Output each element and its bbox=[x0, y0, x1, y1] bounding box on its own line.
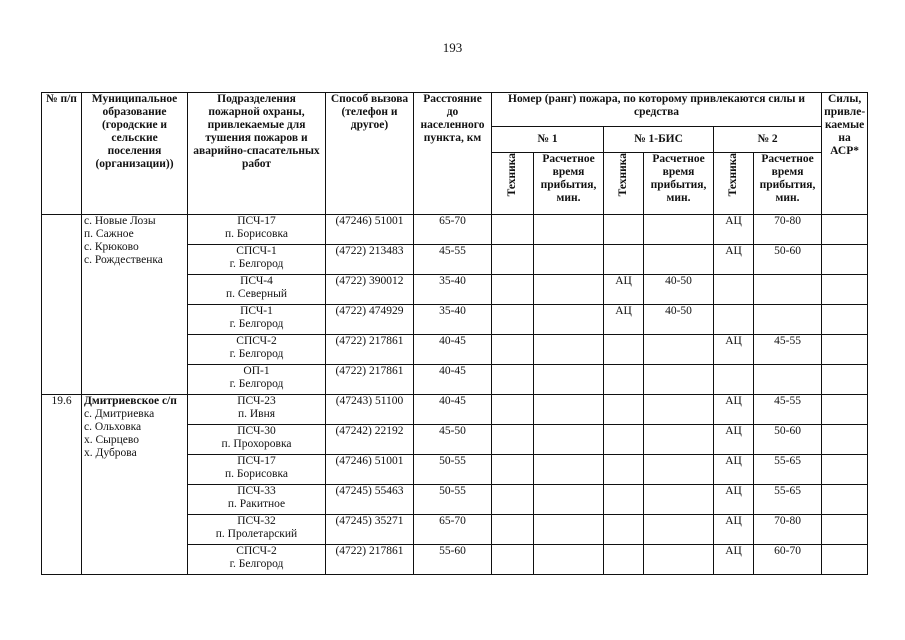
tech-rank-2-cell: АЦ bbox=[714, 335, 754, 365]
tech-rank-2-cell: АЦ bbox=[714, 515, 754, 545]
eta-rank-1bis-cell bbox=[644, 455, 714, 485]
unit-name: ПСЧ-4 bbox=[240, 275, 273, 287]
header-rank-1: № 1 bbox=[492, 127, 604, 153]
unit-name: ОП-1 bbox=[243, 365, 270, 377]
distance-cell: 50-55 bbox=[414, 455, 492, 485]
header-tech-label: Техника bbox=[727, 153, 739, 197]
unit-location: г. Белгород bbox=[229, 318, 284, 330]
phone-cell: (4722) 217861 bbox=[326, 365, 414, 395]
asr-cell bbox=[822, 305, 868, 335]
unit-name: ПСЧ-32 bbox=[237, 515, 276, 527]
tech-rank-1-cell bbox=[492, 515, 534, 545]
row-number bbox=[42, 215, 82, 395]
asr-cell bbox=[822, 395, 868, 425]
unit-cell bbox=[188, 395, 326, 425]
asr-cell bbox=[822, 545, 868, 575]
asr-cell bbox=[822, 455, 868, 485]
tech-rank-1bis-cell bbox=[604, 335, 644, 365]
asr-cell bbox=[822, 515, 868, 545]
unit-location: п. Пролетарский bbox=[215, 528, 298, 540]
phone-cell: (47245) 55463 bbox=[326, 485, 414, 515]
unit-cell bbox=[188, 365, 326, 395]
fire-forces-table bbox=[41, 92, 868, 575]
header-num: № п/п bbox=[42, 93, 82, 215]
phone-cell: (4722) 213483 bbox=[326, 245, 414, 275]
eta-rank-2-cell: 60-70 bbox=[754, 545, 822, 575]
municipality-cell bbox=[82, 395, 188, 575]
eta-rank-2-cell bbox=[754, 275, 822, 305]
page-number: 193 bbox=[442, 40, 463, 55]
tech-rank-1bis-cell bbox=[604, 545, 644, 575]
unit-cell bbox=[188, 425, 326, 455]
unit-cell bbox=[188, 545, 326, 575]
eta-rank-1bis-cell bbox=[644, 425, 714, 455]
unit-name: СПСЧ-2 bbox=[236, 545, 277, 557]
eta-rank-2-cell bbox=[754, 365, 822, 395]
header-eta-rank-1bis: Расчетное время прибытия, мин. bbox=[644, 153, 714, 215]
tech-rank-1-cell bbox=[492, 275, 534, 305]
eta-rank-1-cell bbox=[534, 335, 604, 365]
eta-rank-2-cell: 70-80 bbox=[754, 215, 822, 245]
unit-name: ПСЧ-1 bbox=[240, 305, 273, 317]
tech-rank-1-cell bbox=[492, 215, 534, 245]
settlement-name: с. Новые Лозы bbox=[84, 215, 156, 227]
settlement-name: с. Рождественка bbox=[84, 254, 163, 266]
eta-rank-1-cell bbox=[534, 245, 604, 275]
unit-cell bbox=[188, 455, 326, 485]
unit-location: п. Ракитное bbox=[227, 498, 286, 510]
tech-rank-1bis-cell: АЦ bbox=[604, 305, 644, 335]
distance-cell: 65-70 bbox=[414, 515, 492, 545]
tech-rank-1-cell bbox=[492, 545, 534, 575]
tech-rank-2-cell: АЦ bbox=[714, 245, 754, 275]
tech-rank-1bis-cell bbox=[604, 365, 644, 395]
header-rank-group: Номер (ранг) пожара, по которому привлекаются силы и средства bbox=[492, 93, 822, 127]
settlement-name: с. Ольховка bbox=[84, 421, 142, 433]
distance-cell: 45-55 bbox=[414, 245, 492, 275]
tech-rank-1bis-cell bbox=[604, 485, 644, 515]
unit-name: ПСЧ-17 bbox=[237, 455, 276, 467]
tech-rank-1-cell bbox=[492, 245, 534, 275]
tech-rank-1-cell bbox=[492, 425, 534, 455]
header-units: Подразделения пожарной охраны, привлекаемые для тушения пожаров и аварийно-спасательных работ bbox=[188, 93, 326, 215]
unit-name: СПСЧ-1 bbox=[236, 245, 277, 257]
asr-cell bbox=[822, 365, 868, 395]
phone-cell: (4722) 217861 bbox=[326, 545, 414, 575]
eta-rank-2-cell: 50-60 bbox=[754, 245, 822, 275]
eta-rank-2-cell: 45-55 bbox=[754, 395, 822, 425]
table-header bbox=[42, 93, 868, 215]
eta-rank-1-cell bbox=[534, 365, 604, 395]
eta-rank-1bis-cell: 40-50 bbox=[644, 305, 714, 335]
unit-name: СПСЧ-2 bbox=[236, 335, 277, 347]
eta-rank-1-cell bbox=[534, 545, 604, 575]
eta-rank-1-cell bbox=[534, 485, 604, 515]
distance-cell: 45-50 bbox=[414, 425, 492, 455]
distance-cell: 35-40 bbox=[414, 275, 492, 305]
eta-rank-1-cell bbox=[534, 395, 604, 425]
phone-cell: (4722) 390012 bbox=[326, 275, 414, 305]
eta-rank-1bis-cell bbox=[644, 365, 714, 395]
header-tech-rank-2 bbox=[714, 153, 754, 215]
tech-rank-2-cell: АЦ bbox=[714, 395, 754, 425]
asr-cell bbox=[822, 335, 868, 365]
municipality-title: Дмитриевское с/п bbox=[84, 395, 177, 407]
tech-rank-1bis-cell bbox=[604, 215, 644, 245]
phone-cell: (4722) 217861 bbox=[326, 335, 414, 365]
unit-cell bbox=[188, 485, 326, 515]
header-tech-rank-1bis bbox=[604, 153, 644, 215]
eta-rank-2-cell: 45-55 bbox=[754, 335, 822, 365]
settlement-name: с. Дмитриевка bbox=[84, 408, 155, 420]
tech-rank-1-cell bbox=[492, 365, 534, 395]
unit-cell bbox=[188, 515, 326, 545]
header-eta-rank-2: Расчетное время прибытия, мин. bbox=[754, 153, 822, 215]
unit-location: г. Белгород bbox=[229, 258, 284, 270]
settlement-name: х. Дуброва bbox=[84, 447, 137, 459]
unit-location: п. Борисовка bbox=[225, 228, 288, 240]
phone-cell: (47242) 22192 bbox=[326, 425, 414, 455]
eta-rank-1bis-cell bbox=[644, 335, 714, 365]
eta-rank-2-cell: 70-80 bbox=[754, 515, 822, 545]
eta-rank-1-cell bbox=[534, 305, 604, 335]
tech-rank-1bis-cell bbox=[604, 395, 644, 425]
header-rank-1bis: № 1-БИС bbox=[604, 127, 714, 153]
distance-cell: 50-55 bbox=[414, 485, 492, 515]
unit-cell bbox=[188, 215, 326, 245]
eta-rank-1bis-cell bbox=[644, 545, 714, 575]
settlement-name: п. Сажное bbox=[84, 228, 134, 240]
distance-cell: 40-45 bbox=[414, 335, 492, 365]
eta-rank-1bis-cell bbox=[644, 485, 714, 515]
eta-rank-1bis-cell bbox=[644, 395, 714, 425]
unit-cell bbox=[188, 245, 326, 275]
eta-rank-1-cell bbox=[534, 515, 604, 545]
tech-rank-2-cell: АЦ bbox=[714, 545, 754, 575]
tech-rank-1bis-cell bbox=[604, 425, 644, 455]
row-number: 19.6 bbox=[42, 395, 82, 575]
tech-rank-1bis-cell: АЦ bbox=[604, 275, 644, 305]
tech-rank-2-cell: АЦ bbox=[714, 425, 754, 455]
unit-name: ПСЧ-30 bbox=[237, 425, 276, 437]
tech-rank-1bis-cell bbox=[604, 245, 644, 275]
tech-rank-1-cell bbox=[492, 305, 534, 335]
tech-rank-1bis-cell bbox=[604, 515, 644, 545]
distance-cell: 65-70 bbox=[414, 215, 492, 245]
settlement-name: х. Сырцево bbox=[84, 434, 140, 446]
eta-rank-1-cell bbox=[534, 455, 604, 485]
phone-cell: (47246) 51001 bbox=[326, 215, 414, 245]
header-call: Способ вызова (телефон и другое) bbox=[326, 93, 414, 215]
unit-location: г. Белгород bbox=[229, 558, 284, 570]
tech-rank-1-cell bbox=[492, 455, 534, 485]
asr-cell bbox=[822, 245, 868, 275]
unit-cell bbox=[188, 275, 326, 305]
unit-location: п. Северный bbox=[225, 288, 288, 300]
eta-rank-1-cell bbox=[534, 215, 604, 245]
unit-cell bbox=[188, 305, 326, 335]
eta-rank-1bis-cell bbox=[644, 245, 714, 275]
unit-name: ПСЧ-17 bbox=[237, 215, 276, 227]
phone-cell: (4722) 474929 bbox=[326, 305, 414, 335]
unit-cell bbox=[188, 335, 326, 365]
asr-cell bbox=[822, 215, 868, 245]
distance-cell: 40-45 bbox=[414, 365, 492, 395]
table-row bbox=[42, 215, 868, 245]
tech-rank-2-cell: АЦ bbox=[714, 485, 754, 515]
tech-rank-1bis-cell bbox=[604, 455, 644, 485]
header-municipality: Муниципальное образование (городские и сельские поселения (организации)) bbox=[82, 93, 188, 215]
distance-cell: 35-40 bbox=[414, 305, 492, 335]
tech-rank-1-cell bbox=[492, 335, 534, 365]
tech-rank-2-cell bbox=[714, 305, 754, 335]
tech-rank-1-cell bbox=[492, 485, 534, 515]
eta-rank-2-cell: 55-65 bbox=[754, 485, 822, 515]
header-asr: Силы, привле-каемые на АСР* bbox=[822, 93, 868, 215]
unit-location: г. Белгород bbox=[229, 378, 284, 390]
unit-location: п. Прохоровка bbox=[221, 438, 292, 450]
settlement-name: с. Крюково bbox=[84, 241, 139, 253]
eta-rank-1bis-cell: 40-50 bbox=[644, 275, 714, 305]
header-tech-label: Техника bbox=[506, 153, 518, 197]
eta-rank-1bis-cell bbox=[644, 215, 714, 245]
unit-location: п. Ивня bbox=[237, 408, 276, 420]
header-eta-rank-1: Расчетное время прибытия, мин. bbox=[534, 153, 604, 215]
tech-rank-2-cell: АЦ bbox=[714, 215, 754, 245]
table-row bbox=[42, 395, 868, 425]
eta-rank-1bis-cell bbox=[644, 515, 714, 545]
tech-rank-2-cell bbox=[714, 275, 754, 305]
tech-rank-2-cell bbox=[714, 365, 754, 395]
header-tech-rank-1 bbox=[492, 153, 534, 215]
unit-location: г. Белгород bbox=[229, 348, 284, 360]
asr-cell bbox=[822, 485, 868, 515]
eta-rank-2-cell: 55-65 bbox=[754, 455, 822, 485]
eta-rank-2-cell: 50-60 bbox=[754, 425, 822, 455]
tech-rank-2-cell: АЦ bbox=[714, 455, 754, 485]
phone-cell: (47245) 35271 bbox=[326, 515, 414, 545]
header-distance: Расстояние до населенного пункта, км bbox=[414, 93, 492, 215]
phone-cell: (47246) 51001 bbox=[326, 455, 414, 485]
eta-rank-1-cell bbox=[534, 275, 604, 305]
distance-cell: 55-60 bbox=[414, 545, 492, 575]
asr-cell bbox=[822, 425, 868, 455]
table-body bbox=[42, 215, 868, 575]
tech-rank-1-cell bbox=[492, 395, 534, 425]
unit-name: ПСЧ-23 bbox=[237, 395, 276, 407]
phone-cell: (47243) 51100 bbox=[326, 395, 414, 425]
eta-rank-2-cell bbox=[754, 305, 822, 335]
municipality-cell bbox=[82, 215, 188, 395]
eta-rank-1-cell bbox=[534, 425, 604, 455]
header-rank-2: № 2 bbox=[714, 127, 822, 153]
asr-cell bbox=[822, 275, 868, 305]
unit-location: п. Борисовка bbox=[225, 468, 288, 480]
unit-name: ПСЧ-33 bbox=[237, 485, 276, 497]
header-tech-label: Техника bbox=[617, 153, 629, 197]
distance-cell: 40-45 bbox=[414, 395, 492, 425]
